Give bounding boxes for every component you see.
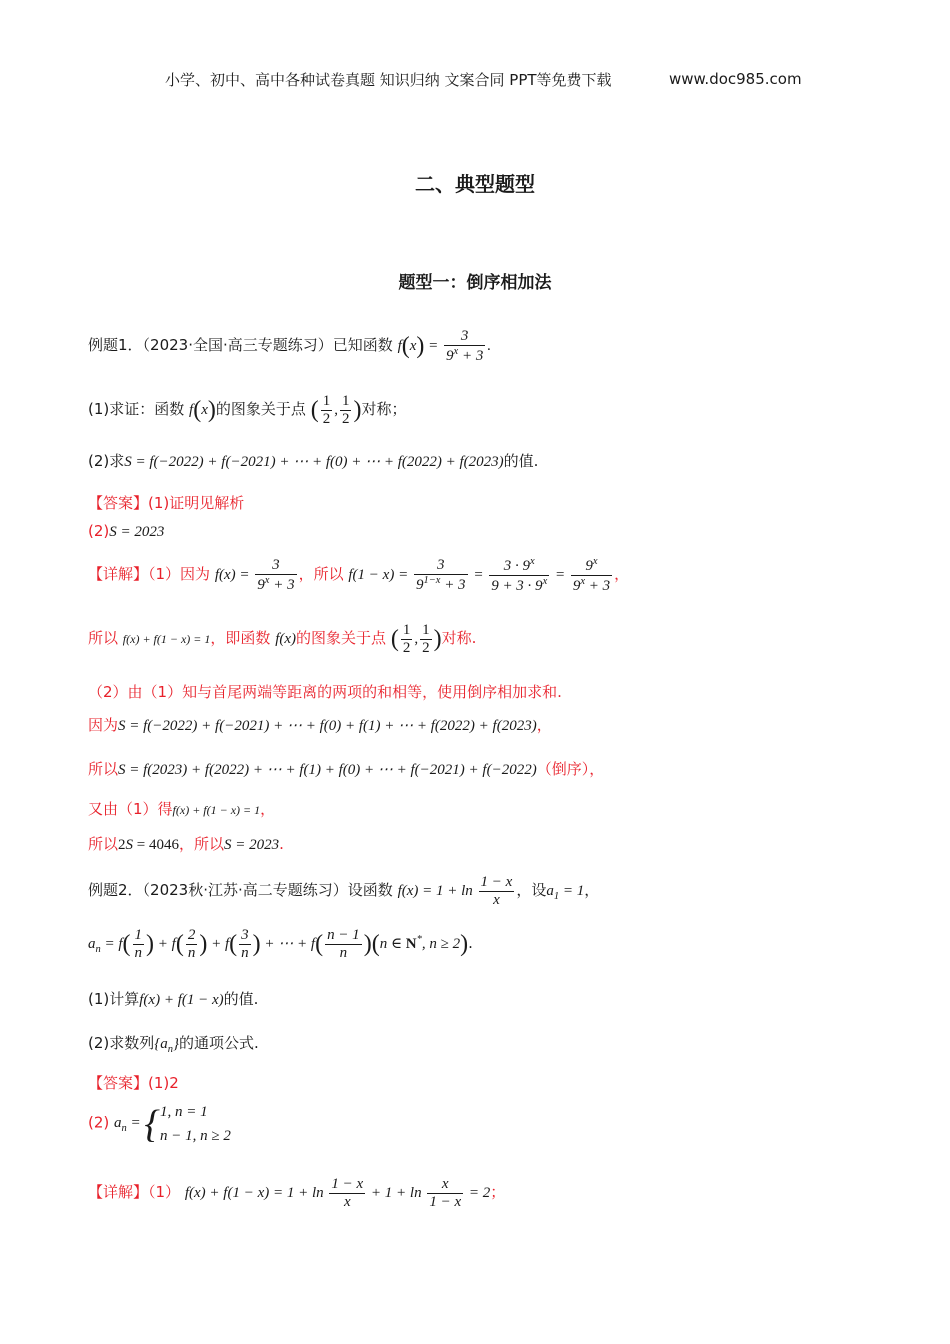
ex1-source: （2023·全国·高三专题练习） <box>142 336 333 355</box>
ex1-detail-line-2 <box>88 622 476 658</box>
ex2-det-formula: f(x) + f(1 − x) = 1 + ln $\frac{1 - x}{x}$ + 1 + ln $\frac{x}{1 - x}$ = 2 <box>184 1176 491 1211</box>
ex1-detail-line-5 <box>88 758 604 779</box>
ex1-det-f1mx-formula: f(1 − x) = $\frac{3}{9^{1-x} + 3}$ = $\frac{3 \cdot 9^x}{9 + 3 \cdot 9^x}$ = $\frac{9^x}{9^x + 3}$ <box>348 556 611 595</box>
ex2-q2-tail: 的通项公式. <box>179 1034 259 1052</box>
ex2-q1-lead: 计算 <box>109 990 140 1008</box>
ex2-label: 例题2． <box>88 881 143 900</box>
ex1-det-l1-a: （1）因为 <box>148 565 211 584</box>
ex1-det-2s: 2S = 4046 <box>118 837 179 853</box>
ex1-ans2-expr: S = 2023 <box>109 524 165 540</box>
ex1-det-sum-forward: S = f(−2022) + f(−2021) + ⋯ + f(0) + f(1) + ⋯ + f(2022) + f(2023) <box>118 718 537 734</box>
ex2-an-definition: $a_n = f$( $\frac{1}{n}$ ) + f( $\frac{2}{n}$ ) + f( $\frac{3}{n}$ ) + ⋯ + f( $\frac{n - 1}{n}$ )(n ∈ N*, n ≥ 2). <box>88 927 473 962</box>
ex2-mid: ，设 <box>516 881 547 900</box>
ex2-q2-lead: 求数列 <box>109 1034 155 1052</box>
ex1-det-l7-b: ，所以 <box>178 835 224 853</box>
ex2-det-l1-a: （1） <box>148 1183 181 1202</box>
ex2-det-tag: 【详解】 <box>88 1183 149 1202</box>
ex1-det-l7-a: 所以 <box>88 835 119 853</box>
ex1-det-identity-2: f(x) + f(1 − x) = 1 <box>172 803 261 817</box>
ex1-det-l2-c: 的图象关于点 <box>296 629 387 648</box>
section-title: 二、典型题型 <box>415 172 535 196</box>
ex1-answer-2 <box>88 522 164 541</box>
ex2-q2-seq: $\{a_n\}$ <box>154 1036 180 1055</box>
ex1-detail-line-7: 所以2S = 4046，所以S = 2023. <box>88 835 284 853</box>
ex1-lead: 已知函数 <box>332 336 393 355</box>
ex2-question-1 <box>88 988 258 1009</box>
ex1-det-fx-formula: f(x) = $\frac{3}{9^x + 3}$ <box>214 557 295 594</box>
ex1-q2-sum-formula: S = f(−2022) + f(−2021) + ⋯ + f(0) + ⋯ + f(2022) + f(2023) <box>124 454 504 470</box>
ex1-det-tag: 【详解】 <box>88 565 149 584</box>
ex1-q1-mid: 的图象关于点 <box>215 400 306 419</box>
ex2-detail-line-1: 【详解】（1） f(x) + f(1 − x) = 1 + ln $\frac{1 - x}{x}$ + 1 + ln $\frac{x}{1 - x}$ = 2； <box>88 1176 506 1211</box>
ex2-q1-expr: f(x) + f(1 − x) <box>139 992 224 1008</box>
ex1-det-sum-reverse: S = f(2023) + f(2022) + ⋯ + f(1) + f(0) + ⋯ + f(−2021) + f(−2022) <box>118 762 537 778</box>
ex2-an-formula: $a_n = f$( $\frac{1}{n}$ ) + f( $\frac{2}{n}$ ) + f( $\frac{3}{n}$ ) + ⋯ + f( $\frac{n - 1}{n}$ )(n ∈ N*, n ≥ 2) <box>88 927 469 962</box>
ex1-det-l5-b: （倒序）， <box>536 760 605 778</box>
ex1-q1-fx: f(x) <box>189 397 216 424</box>
ex1-q2-num: (2) <box>88 452 110 470</box>
ex1-det-s-result: S = 2023 <box>224 837 280 853</box>
ex2-question-2 <box>88 1032 259 1055</box>
ex1-det-l2-d: 对称. <box>441 629 477 648</box>
ex2-ans2-formula: $a_n$ = { 1, n = 1 n − 1, n ≥ 2 <box>114 1102 231 1146</box>
ex2-ans2-num: (2) <box>88 1113 110 1132</box>
ex2-function-formula: f(x) = 1 + ln $\frac{1 - x}{x}$ <box>397 874 513 909</box>
ex1-det-sum-identity: f(x) + f(1 − x) = 1 <box>122 632 211 647</box>
ex1-det-l4-a: 因为 <box>88 716 119 734</box>
ex2-ans-tag: 【答案】 <box>88 1074 149 1092</box>
ex1-q1-num: (1) <box>88 400 110 419</box>
header-url[interactable]: www.doc985.com <box>669 70 802 88</box>
ex2-lead: 设函数 <box>347 881 393 900</box>
ex1-q1-lead: 求证：函数 <box>109 400 185 419</box>
ex1-ans2-num: (2) <box>88 522 110 540</box>
ex1-det-l5-a: 所以 <box>88 760 119 778</box>
ex1-ans-tag: 【答案】 <box>88 494 149 512</box>
header-left: 小学、初中、高中各种试卷真题 知识归纳 文案合同 PPT等免费下载 <box>165 71 612 89</box>
ex1-label: 例题1． <box>88 336 143 355</box>
ex1-detail-line-3: （2）由（1）知与首尾两端等距离的两项的和相等，使用倒序相加求和. <box>88 683 562 701</box>
ex1-det-l6-a: 又由（1）得 <box>88 800 173 818</box>
ex1-q1-point: ( $\frac{1}{2}$ , $\frac{1}{2}$ ) <box>310 393 362 428</box>
ex1-detail-line-4: 因为S = f(−2022) + f(−2021) + ⋯ + f(0) + f(1) + ⋯ + f(2022) + f(2023)， <box>88 716 552 734</box>
ex2-answer-2 <box>88 1100 231 1148</box>
ex1-det-point: ( $\frac{1}{2}$ , $\frac{1}{2}$ ) <box>390 622 442 657</box>
ex2-a1: $a_1 = 1$ <box>546 883 585 903</box>
ex2-source: （2023秋·江苏·高二专题练习） <box>142 881 348 900</box>
ex2-q2-num: (2) <box>88 1034 110 1052</box>
ex1-answer-1 <box>88 492 244 513</box>
header-text <box>165 69 612 90</box>
ex1-q1-tail: 对称； <box>361 400 407 419</box>
ex1-det-fx: f(x) <box>275 631 297 648</box>
ex2-statement: 例题2．（2023秋·江苏·高二专题练习）设函数 f(x) = 1 + ln $\frac{1 - x}{x}$ ，设$a_1 = 1$， <box>88 874 600 909</box>
ex1-statement <box>88 328 491 366</box>
ex1-ans1: (1)证明见解析 <box>148 494 245 512</box>
subsection-title: 题型一：倒序相加法 <box>398 273 552 293</box>
ex1-q2-tail: 的值. <box>503 452 539 470</box>
ex1-question-2 <box>88 450 538 471</box>
ex2-q1-num: (1) <box>88 990 110 1008</box>
ex2-ans1: (1)2 <box>148 1074 179 1092</box>
ex1-detail-line-1: 【详解】（1）因为 f(x) = $\frac{3}{9^x + 3}$ ，所以 f(1 − x) = $\frac{3}{9^{1-x} + 3}$ = $\frac{3 \cdot 9^x}{9 + 3 \cdot 9^x}$ = $\frac{9^x}{9^x + 3}$ ， <box>88 556 630 595</box>
ex2-answer-1 <box>88 1072 179 1093</box>
ex1-function-formula: f(x) = $\frac{3}{9^x + 3}$ . <box>397 328 492 365</box>
ex1-detail-line-6: 又由（1）得f(x) + f(1 − x) = 1， <box>88 800 276 818</box>
ex1-q2-lead: 求 <box>109 452 125 470</box>
ex2-q1-tail: 的值. <box>223 990 259 1008</box>
ex1-det-l2-b: ，即函数 <box>210 629 271 648</box>
ex1-det-l1-b: ，所以 <box>298 565 344 584</box>
ex1-question-1 <box>88 393 406 429</box>
ex1-det-l2-a: 所以 <box>88 629 119 648</box>
